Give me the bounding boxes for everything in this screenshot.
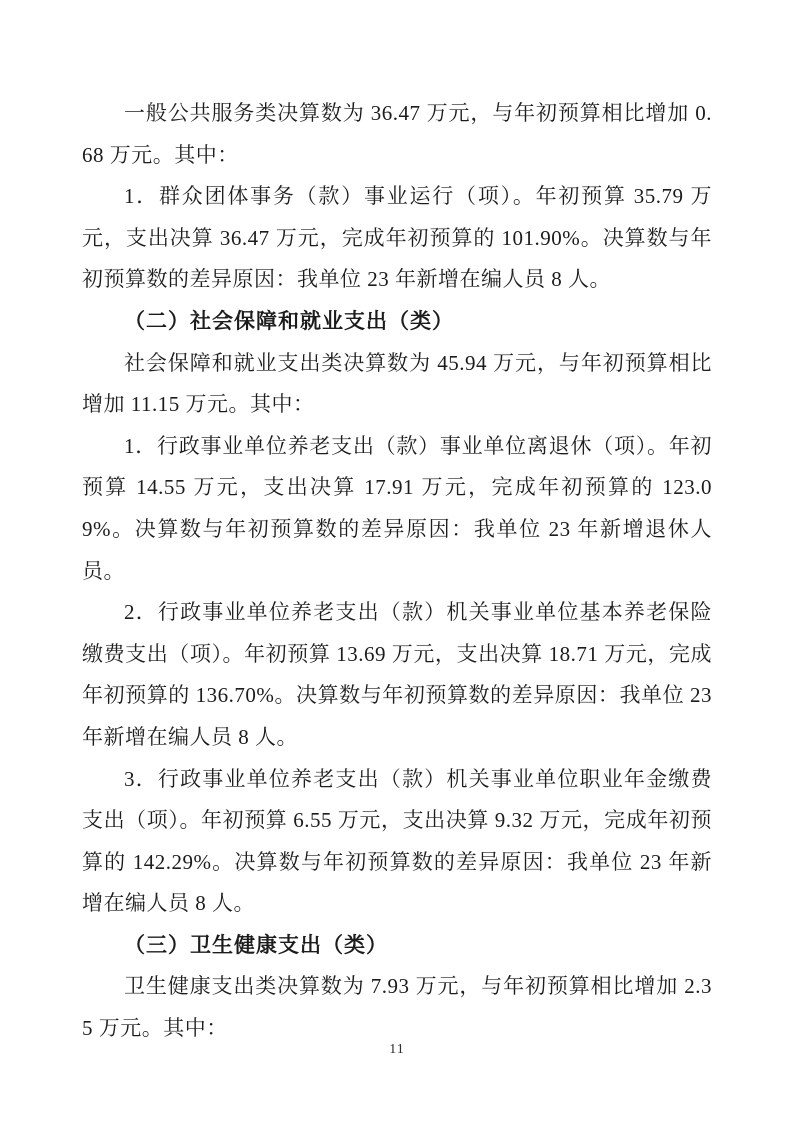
- section-heading-social-security: （二）社会保障和就业支出（类）: [124, 308, 454, 333]
- section-heading-health: （三）卫生健康支出（类）: [124, 932, 388, 957]
- paragraph-health-summary: 卫生健康支出类决算数为 7.93 万元，与年初预算相比增加 2.35 万元。其中：: [82, 974, 712, 1041]
- paragraph-retirement-item-1: 1．行政事业单位养老支出（款）事业单位离退休（项）。年初预算 14.55 万元，支出决算 17.91 万元，完成年初预算的 123.09%。决算数与年初预算数的差异原因：我单位 23 年新增退休人员。: [82, 433, 712, 583]
- document-body: [82, 93, 712, 1050]
- paragraph-mass-organization-affairs-item: 1．群众团体事务（款）事业运行（项）。年初预算 35.79 万元，支出决算 36.47 万元，完成年初预算的 101.90%。决算数与年初预算数的差异原因：我单位 23 年新增在编人员 8 人。: [82, 184, 712, 292]
- paragraph-occupational-annuity-item-3: 3．行政事业单位养老支出（款）机关事业单位职业年金缴费支出（项）。年初预算 6.55 万元，支出决算 9.32 万元，完成年初预算的 142.29%。决算数与年初预算数的差异原因：我单位 23 年新增在编人员 8 人。: [82, 766, 712, 916]
- page-number: 11: [389, 1042, 405, 1057]
- paragraph-basic-pension-item-2: 2．行政事业单位养老支出（款）机关事业单位基本养老保险缴费支出（项）。年初预算 13.69 万元，支出决算 18.71 万元，完成年初预算的 136.70%。决算数与年初预算数的差异原因：我单位 23 年新增在编人员 8 人。: [82, 600, 712, 749]
- paragraph-social-security-summary: 社会保障和就业支出类决算数为 45.94 万元，与年初预算相比增加 11.15 万元。其中：: [82, 350, 712, 417]
- paragraph-general-public-services-summary: 一般公共服务类决算数为 36.47 万元，与年初预算相比增加 0.68 万元。其中：: [82, 101, 712, 167]
